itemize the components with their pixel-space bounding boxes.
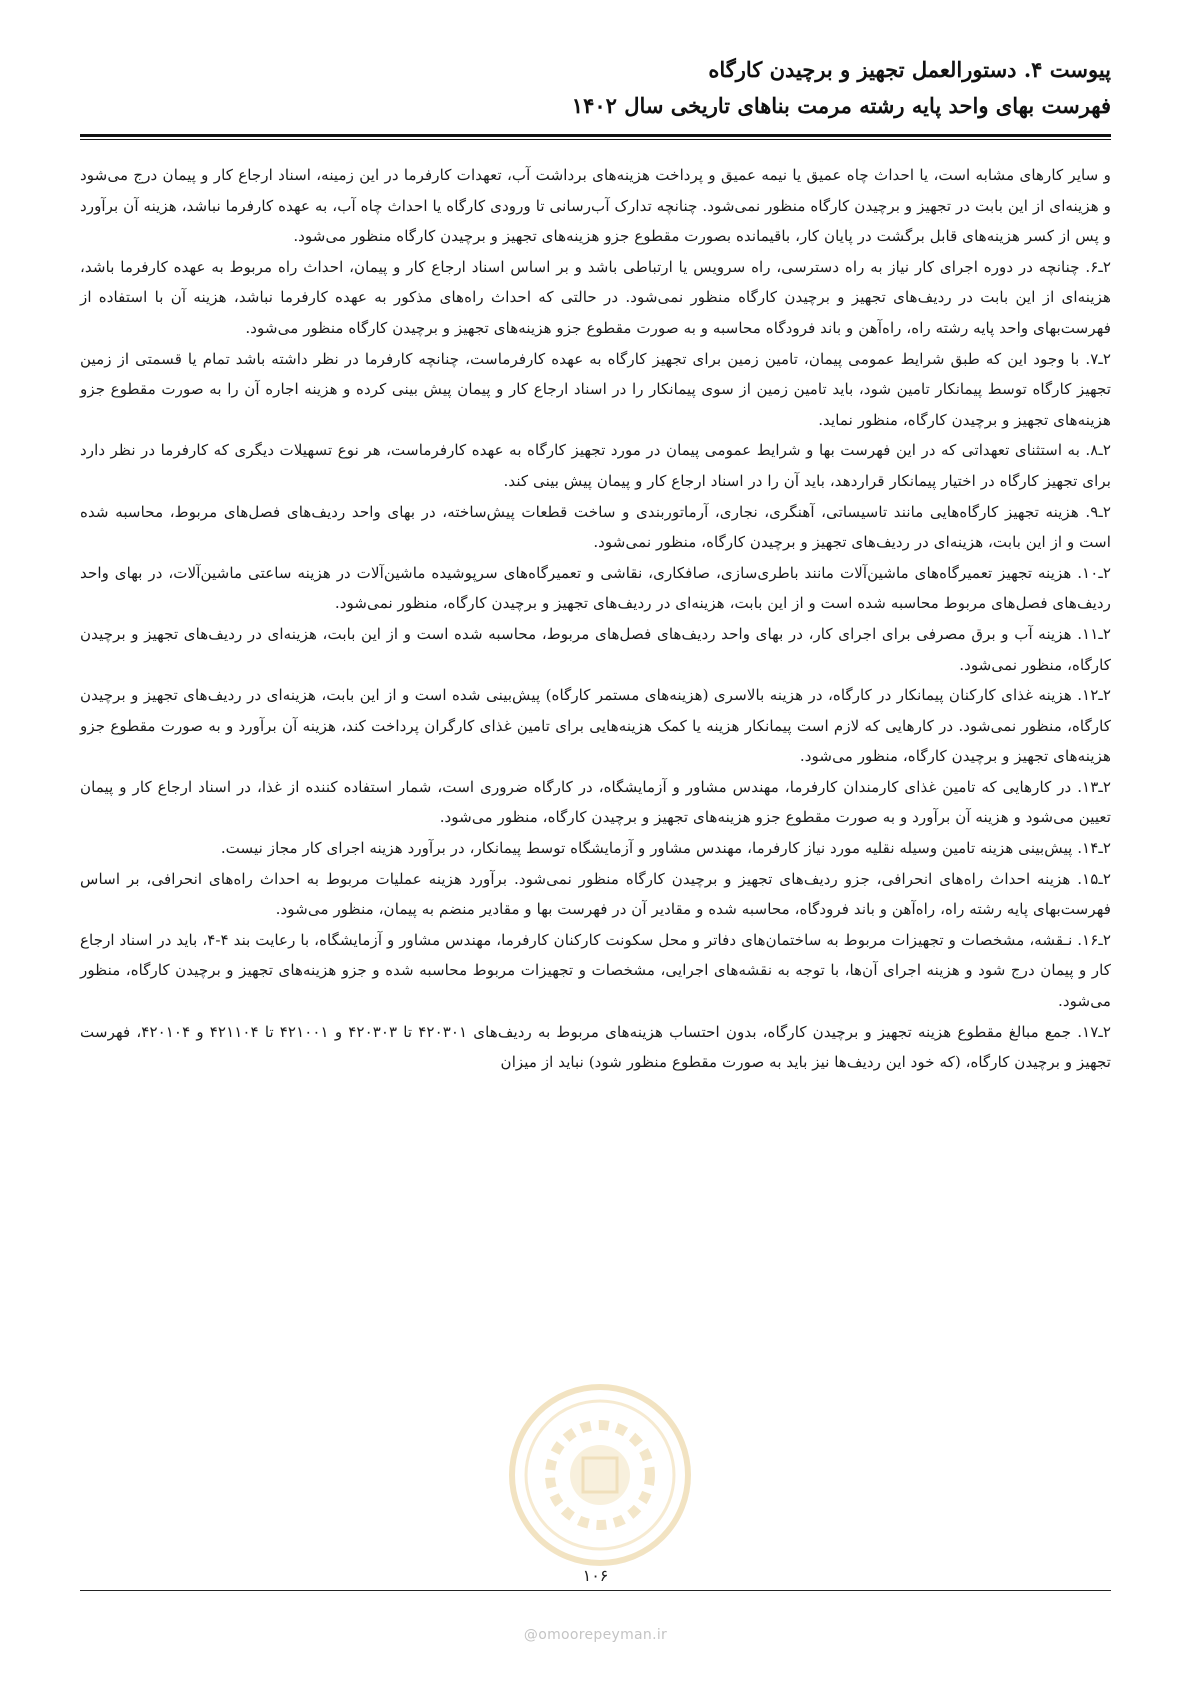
paragraph-2-16: ۲ـ۱۶. نـقشه، مشخصات و تجهیزات مربوط به ساختمان‌های دفاتر و محل سکونت کارکنان کارفرما، مهندس مشاور و آزمایشگاه، با رعایت بند ۴-۴، باید در اسناد ارجاع کار و پیمان درج شود و هزینه اجرای آن‌ها، با توجه به نقشه‌های اجرایی، مشخصات و تجهیزات مربوط محاسبه شده و جزو هزینه‌های تجهیز و برچیدن کارگاه، منظور می‌شود.: [80, 930, 1111, 1011]
paragraph-2-10: ۲ـ۱۰. هزینه تجهیز تعمیرگاه‌های ماشین‌آلات مانند باطری‌سازی، صافکاری، نقاشی و تعمیرگاه‌های سرپوشیده ماشین‌آلات در هزینه ساعتی ماشین‌آلات، در بهای واحد ردیف‌های فصل‌های مربوط محاسبه شده است و از این بابت، هزینه‌ای در ردیف‌های تجهیز و برچیدن کارگاه، منظور نمی‌شود.: [80, 563, 1111, 613]
header-rule-thick: [80, 134, 1111, 137]
paragraph-2-6: ۲ـ۶. چنانچه در دوره اجرای کار نیاز به راه دسترسی، راه سرویس یا ارتباطی باشد و بر اساس اسناد ارجاع کار و پیمان، احداث راه مربوط به عهده کارفرما باشد، هزینه‌ای از این بابت در ردیف‌های تجهیز و برچیدن کارگاه منظور نمی‌شود. در حالتی که احداث راه‌های مذکور به عهده کارفرما نباشد، هزینه آن با استفاده از فهرست‌بهای واحد پایه رشته راه، راه‌آهن و باند فرودگاه محاسبه و به صورت مقطوع جزو هزینه‌های تجهیز و برچیدن کارگاه منظور می‌شود.: [80, 257, 1111, 337]
paragraph-2-13: ۲ـ۱۳. در کارهایی که تامین غذای کارمندان کارفرما، مهندس مشاور و آزمایشگاه، در کارگاه ضروری است، شمار استفاده کننده از غذا، در اسناد ارجاع کار و پیمان تعیین می‌شود و هزینه آن برآورد و به صورت مقطوع جزو هزینه‌های تجهیز و برچیدن کارگاه، منظور می‌شود.: [80, 777, 1111, 827]
watermark-seal-icon: [505, 1380, 695, 1570]
footer-rule: [80, 1590, 1111, 1591]
header-pricelist-title: فهرست بهای واحد پایه رشته مرمت بناهای تاریخی سال ۱۴۰۲: [571, 93, 1111, 118]
header-appendix-title: پیوست ۴. دستورالعمل تجهیز و برچیدن کارگاه: [708, 57, 1111, 82]
paragraph-2-5-continued: و سایر کارهای مشابه است، یا احداث چاه عمیق یا نیمه عمیق و پرداخت هزینه‌های برداشت آب، تعهدات کارفرما در این زمینه، اسناد ارجاع کار و پیمان درج می‌شود و هزینه‌ای از این بابت در تجهیز و برچیدن کارگاه منظور نمی‌شود. چنانچه تدارک آب‌رسانی تا ورودی کارگاه یا احداث چاه آب، به عهده کارفرما نباشد، هزینه آن برآورد و پس از کسر هزینه‌های قابل برگشت در پایان کار، باقیمانده بصورت مقطوع جزو هزینه‌های تجهیز و برچیدن کارگاه منظور می‌شود.: [80, 166, 1111, 246]
body-text: [80, 160, 1111, 1078]
watermark-handle: @omoorepeyman.ir: [523, 1627, 668, 1643]
paragraph-2-15: ۲ـ۱۵. هزینه احداث راه‌های انحرافی، جزو ردیف‌های تجهیز و برچیدن کارگاه منظور نمی‌شود. برآورد هزینه عملیات مربوط به احداث راه‌های انحرافی، بر اساس فهرست‌بهای پایه رشته راه، راه‌آهن و باند فرودگاه، محاسبه شده و مقادیر آن در فهرست بها و مقادیر منضم به پیمان، منظور می‌شود.: [80, 869, 1111, 919]
paragraph-2-7: ۲ـ۷. با وجود این که طبق شرایط عمومی پیمان، تامین زمین برای تجهیز کارگاه به عهده کارفرماست، چنانچه کارفرما در نظر داشته باشد تمام یا قسمتی از زمین تجهیز کارگاه توسط پیمانکار تامین شود، باید تامین زمین از سوی پیمانکار را در اسناد ارجاع کار و پیمان پیش بینی کرده و هزینه اجاره آن را به صورت مقطوع جزو هزینه‌های تجهیز و برچیدن کارگاه، منظور نماید.: [80, 349, 1111, 429]
paragraph-2-14: ۲ـ۱۴. پیش‌بینی هزینه تامین وسیله نقلیه مورد نیاز کارفرما، مهندس مشاور و آزمایشگاه توسط پیمانکار، در برآورد هزینه اجرای کار مجاز نیست.: [220, 839, 1111, 858]
paragraph-2-8: ۲ـ۸. به استثنای تعهداتی که در این فهرست بها و شرایط عمومی پیمان در مورد تجهیز کارگاه به عهده کارفرماست، هر نوع تسهیلات دیگری که کارفرما در نظر دارد برای تجهیز کارگاه در اختیار پیمانکار قراردهد، باید آن را در اسناد ارجاع کار و پیمان پیش بینی کند.: [80, 441, 1111, 490]
paragraph-2-12: ۲ـ۱۲. هزینه غذای کارکنان پیمانکار در کارگاه، در هزینه بالاسری (هزینه‌های مستمر کارگاه) پیش‌بینی شده است و از این بابت، هزینه‌ای در ردیف‌های تجهیز و برچیدن کارگاه، منظور نمی‌شود. در کارهایی که لازم است پیمانکار هزینه یا کمک هزینه‌هایی برای تامین غذای کارگران پرداخت کند، هزینه آن برآورد و به صورت مقطوع جزو هزینه‌های تجهیز و برچیدن کارگاه، منظور می‌شود.: [80, 686, 1111, 766]
paragraph-2-17: ۲ـ۱۷. جمع مبالغ مقطوع هزینه تجهیز و برچیدن کارگاه، بدون احتساب هزینه‌های مربوط به ردیف‌های ۴۲۰۳۰۱ تا ۴۲۰۳۰۳ و ۴۲۱۰۰۱ تا ۴۲۱۱۰۴ و ۴۲۰۱۰۴، فهرست تجهیز و برچیدن کارگاه، (که خود این ردیف‌ها نیز باید به صورت مقطوع منظور شود) نباید از میزان: [80, 1022, 1111, 1072]
header-rule-thin: [80, 139, 1111, 140]
paragraph-2-9: ۲ـ۹. هزینه تجهیز کارگاه‌هایی مانند تاسیساتی، آهنگری، نجاری، آرماتوربندی و ساخت قطعات پیش‌ساخته، در بهای واحد ردیف‌های فصل‌های مربوط، محاسبه شده است و از این بابت، هزینه‌ای در ردیف‌های تجهیز و برچیدن کارگاه، منظور نمی‌شود.: [80, 502, 1111, 552]
paragraph-2-11: ۲ـ۱۱. هزینه آب و برق مصرفی برای اجرای کار، در بهای واحد ردیف‌های فصل‌های مربوط، محاسبه شده است و از این بابت، هزینه‌ای در ردیف‌های تجهیز و برچیدن کارگاه، منظور نمی‌شود.: [80, 624, 1111, 674]
page-header: [81, 52, 1111, 124]
page-number: ۱۰۶: [582, 1566, 609, 1585]
